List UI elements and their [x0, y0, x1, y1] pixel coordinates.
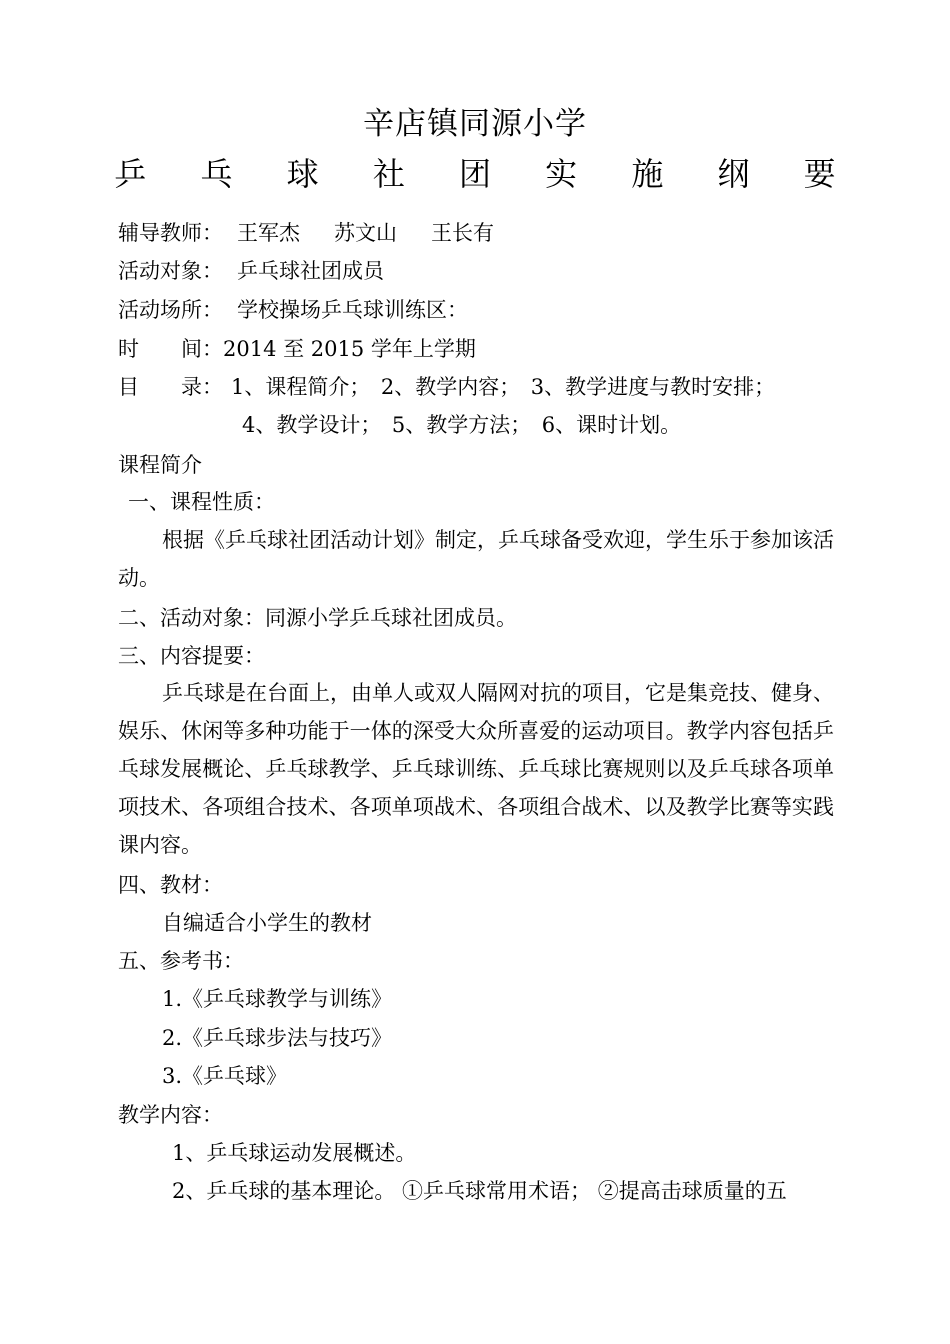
toc-items: 1、课程简介； 2、教学内容； 3、教学进度与教时安排；: [231, 375, 776, 399]
subsection-heading: 三、内容提要：: [118, 644, 265, 668]
subsection-heading: 二、活动对象：同源小学乒乓球社团成员。: [118, 606, 517, 630]
teacher-name: 王长有: [431, 221, 494, 245]
school-name: 辛店镇同源小学: [363, 106, 587, 142]
place-line: [118, 295, 468, 325]
target-value: 乒乓球社团成员: [237, 259, 384, 283]
subsection-heading: 一、课程性质：: [128, 490, 275, 514]
content-item: 2、乒乓球的基本理论。 ①乒乓球常用术语； ②提高击球质量的五: [172, 1179, 787, 1203]
place-label: 活动场所：: [118, 298, 223, 322]
paragraph: 自编适合小学生的教材: [162, 911, 372, 935]
subsection-heading: 五、参考书：: [118, 949, 244, 973]
place-value: 学校操场乒乓球训练区：: [237, 298, 468, 322]
section-heading: 课程简介: [118, 453, 202, 477]
teachers-label: 辅导教师：: [118, 221, 223, 245]
content-item: 1、乒乓球运动发展概述。: [172, 1141, 417, 1165]
document-title: 乒 乓 球 社 团 实 施 纲 要: [114, 155, 858, 193]
toc-line: [118, 372, 775, 402]
teacher-name: 王军杰: [237, 221, 300, 245]
target-line: [118, 256, 384, 286]
target-label: 活动对象：: [118, 259, 223, 283]
teachers-line: [118, 218, 494, 248]
time-line: [118, 334, 476, 364]
time-label: 时 间：: [118, 337, 223, 361]
toc-label: 目 录：: [118, 375, 223, 399]
time-value: 2014 至 2015 学年上学期: [223, 337, 476, 361]
reference-book: 3.《乒乓球》: [162, 1064, 288, 1088]
reference-book: 1.《乒乓球教学与训练》: [162, 987, 393, 1011]
paragraph: 乒乓球是在台面上，由单人或双人隔网对抗的项目，它是集竞技、健身、娱乐、休闲等多种功能于一体的深受大众所喜爱的运动项目。教学内容包括乒乓球发展概论、乒乓球教学、乒乓球训练、乒乓球比赛规则以及乒乓球各项单项技术、各项组合技术、各项单项战术、各项组合战术、以及教学比赛等实践课内容。: [118, 681, 834, 857]
reference-book: 2.《乒乓球步法与技巧》: [162, 1026, 393, 1050]
toc-items-continued: 4、教学设计； 5、教学方法； 6、课时计划。: [242, 413, 682, 437]
section-heading: 教学内容：: [118, 1103, 223, 1127]
subsection-heading: 四、教材：: [118, 873, 223, 897]
paragraph: 根据《乒乓球社团活动计划》制定，乒乓球备受欢迎，学生乐于参加该活动。: [118, 528, 834, 590]
teacher-name: 苏文山: [334, 221, 397, 245]
